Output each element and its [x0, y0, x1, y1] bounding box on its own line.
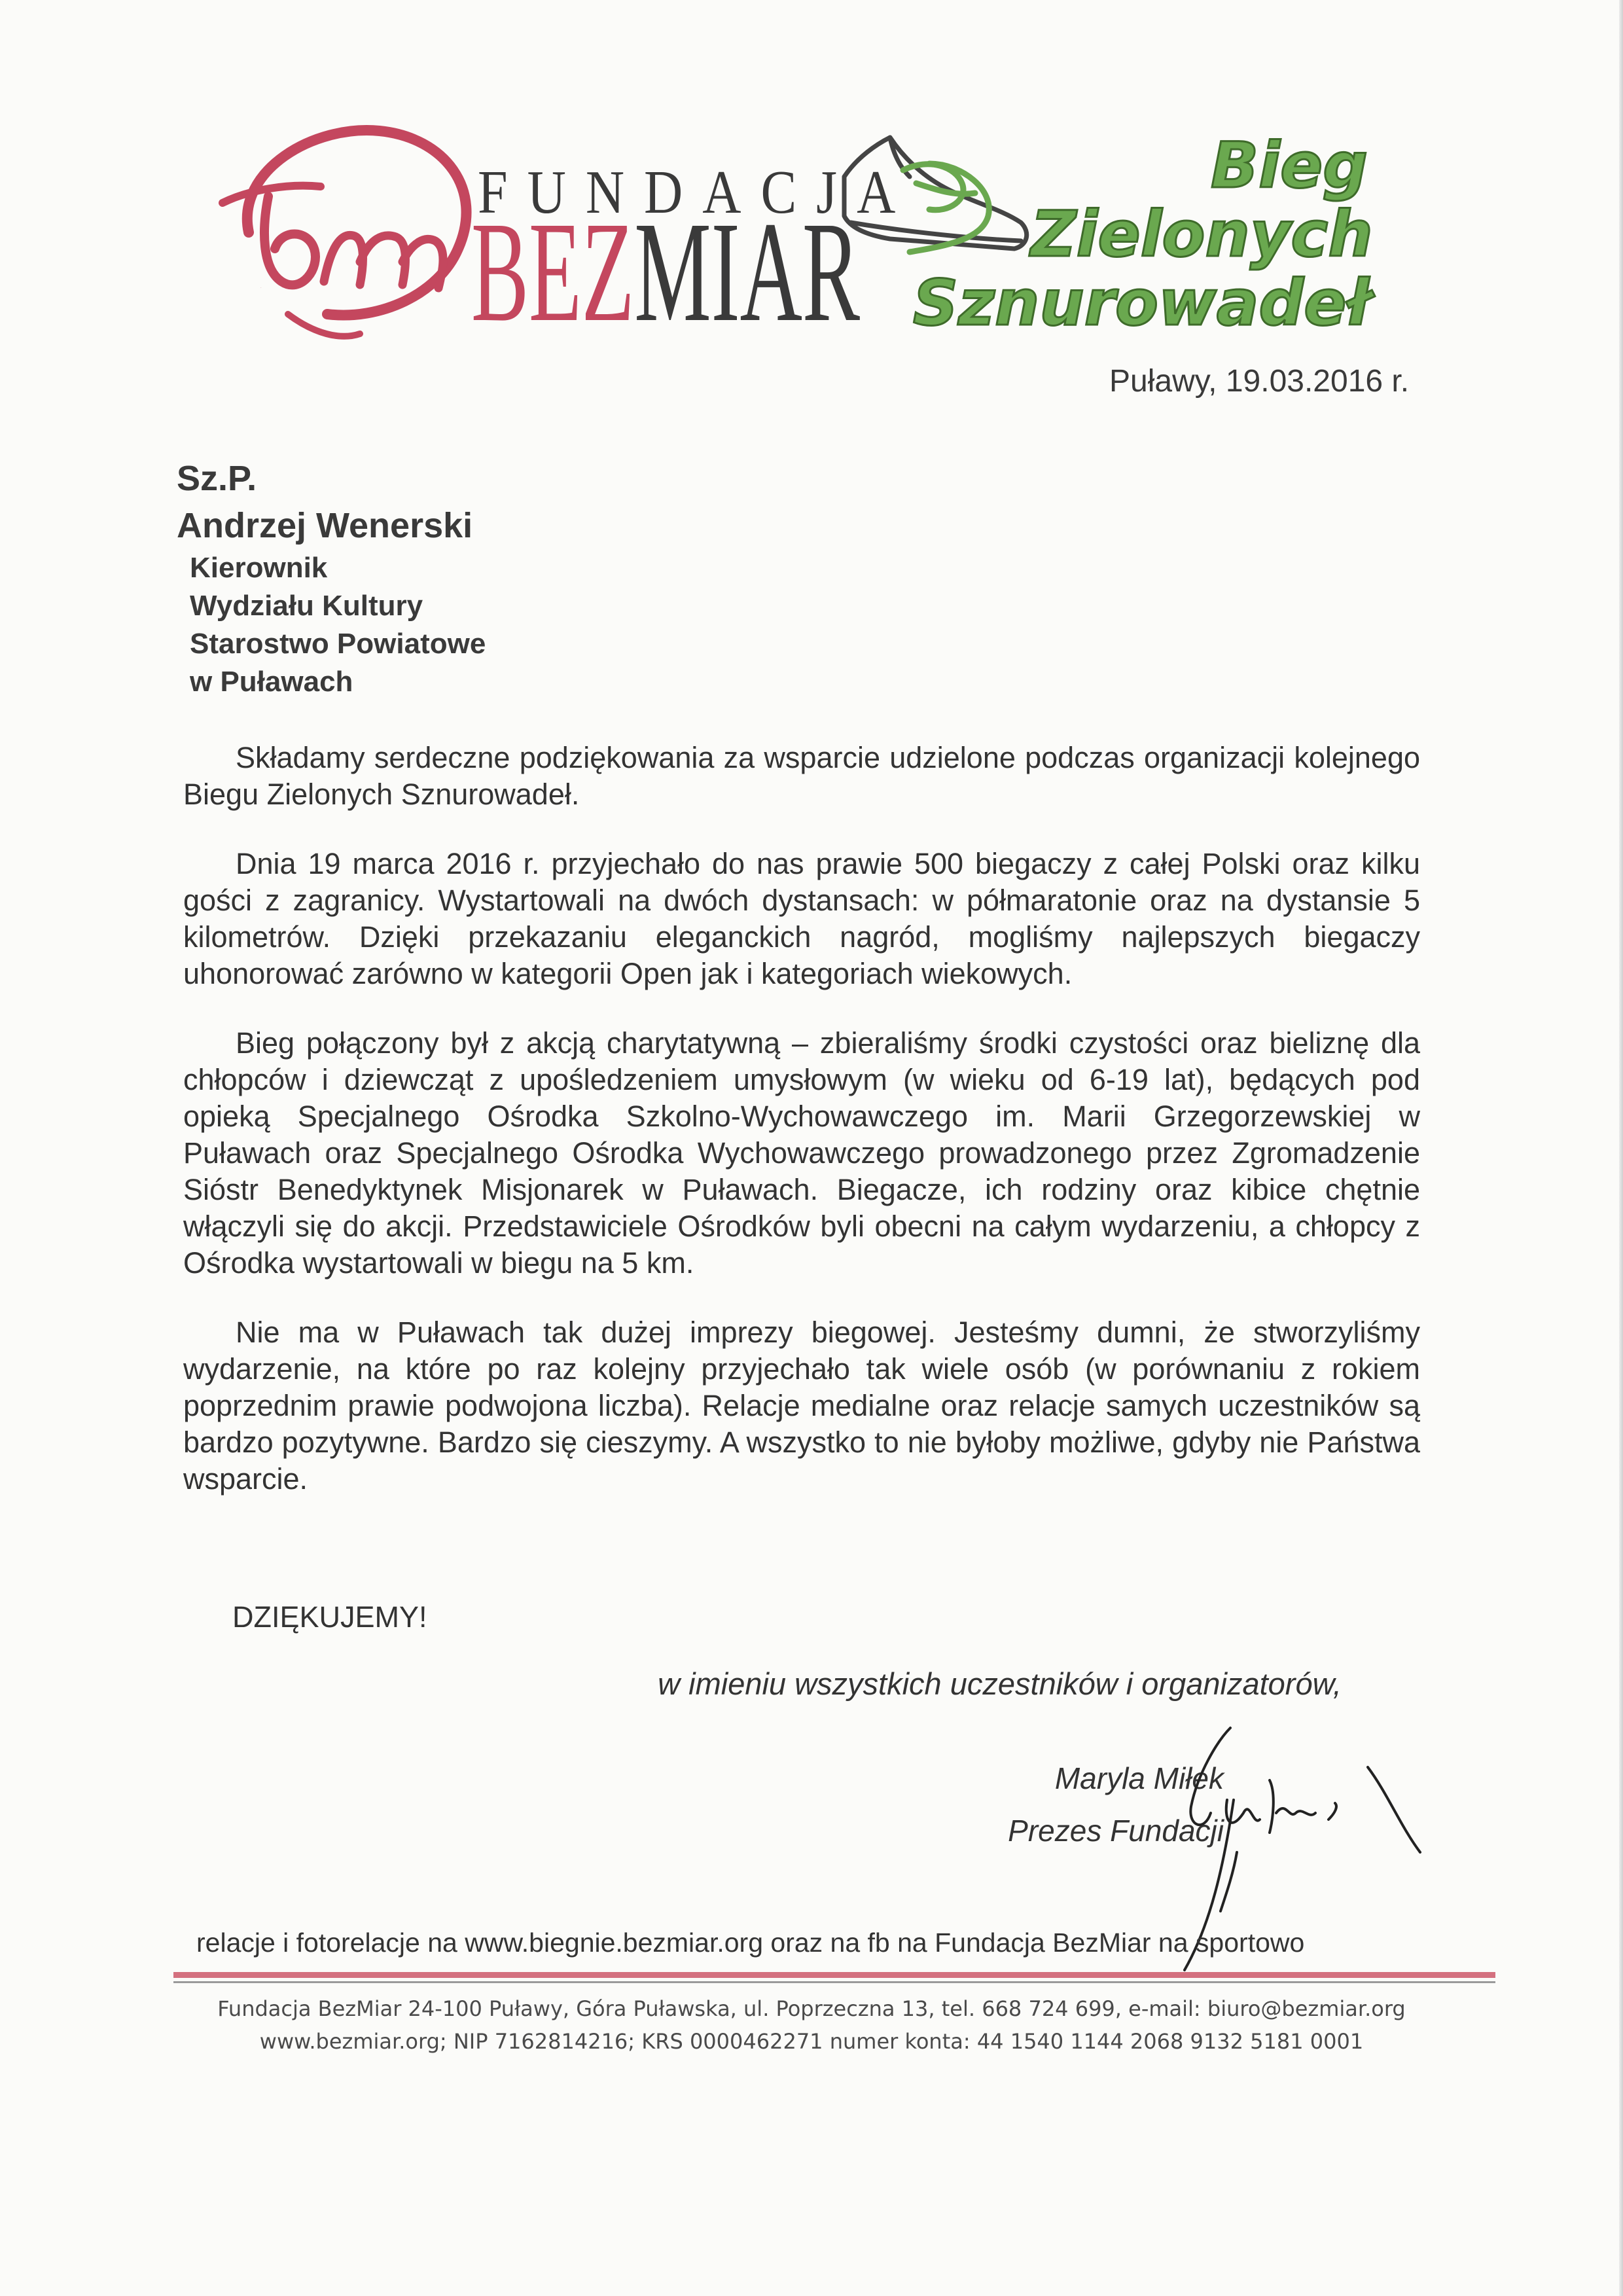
scan-edge	[1619, 0, 1623, 2296]
signer-role: Prezes Fundacji	[1008, 1814, 1224, 1848]
body-paragraph-1: Składamy serdeczne podziękowania za wsparcie udzielone podczas organizacji kolejnego Biegu Zielonych Sznurowadeł.	[183, 741, 1420, 811]
recipient-office: Starostwo Powiatowe	[190, 628, 486, 660]
relacje-line: relacje i fotorelacje na www.biegnie.bezmiar.org oraz na fb na Fundacja BezMiar na sportowo	[196, 1928, 1305, 1958]
bieg-logo-line-2: Zielonych	[1031, 198, 1373, 271]
bm-monogram: bm	[260, 288, 262, 289]
footer-line-2: www.bezmiar.org; NIP 7162814216; KRS 0000462271 numer konta: 44 1540 1144 2068 9132 5181 0001	[259, 2029, 1364, 2054]
place-date: Puławy, 19.03.2016 r.	[1109, 364, 1410, 399]
fundacja-bezmiar-logo	[209, 118, 916, 353]
signer-name: Maryla Miłek	[1054, 1761, 1224, 1795]
recipient-city: w Puławach	[190, 666, 353, 698]
recipient-department: Wydziału Kultury	[190, 590, 423, 622]
fundacja-name-miar: MIAR	[634, 192, 861, 351]
recipient-name: Andrzej Wenerski	[177, 506, 473, 545]
bieg-zielonych-sznurowadel-logo	[831, 118, 1381, 353]
body-paragraph-4: Nie ma w Puławach tak dużej imprezy biegowej. Jesteśmy dumni, że stworzyliśmy wydarzenie, na które po raz kolejny przyjechało tak wiele osób (w porównaniu z rokiem poprzednim prawie podwojona liczba). Relacje medialne oraz relacje samych uczestników są bardzo pozytywne. Bardzo się cieszymy. A wszystko to nie byłoby możliwe, gdyby nie Państwa wsparcie.	[183, 1316, 1420, 1496]
recipient-address	[177, 455, 486, 701]
footer-rule-grey	[173, 1981, 1495, 1983]
body-paragraph-2: Dnia 19 marca 2016 r. przyjechało do nas prawie 500 biegaczy z całej Polski oraz kilku gości z zagranicy. Wystartowali na dwóch dystansach: w półmaratonie oraz na dystansie 5 kilometrów. Dzięki przekazaniu eleganckich nagród, mogliśmy najlepszych biegaczy uhonorować zarówno w kategorii Open jak i kategoriach wiekowych.	[183, 847, 1420, 990]
bieg-logo-line-1: Bieg	[1211, 129, 1368, 202]
bieg-logo-line-3: Sznurowadeł	[913, 266, 1370, 340]
recipient-position: Kierownik	[190, 552, 328, 584]
footer-rule-red	[173, 1972, 1495, 1978]
footer-line-1: Fundacja BezMiar 24-100 Puławy, Góra Puławska, ul. Poprzeczna 13, tel. 668 724 699, e-mail: biuro@bezmiar.org	[217, 1996, 1406, 2021]
fundacja-name-bez: BEZ	[471, 192, 635, 351]
body-paragraph-3: Bieg połączony był z akcją charytatywną – zbieraliśmy środki czystości oraz bieliznę dla chłopców i dziewcząt z upośledzeniem umysłowym (w wieku od 6-19 lat), będących pod opieką Specjalnego Ośrodka Szkolno-Wychowawczego im. Marii Grzegorzewskiej w Puławach oraz Specjalnego Ośrodka Wychowawczego prowadzonego przez Zgromadzenie Sióstr Benedyktynek Misjonarek w Puławach. Biegacze, ich rodziny oraz kibice chętnie włączyli się do akcji. Przedstawiciele Ośrodków byli obecni na całym wydarzeniu, a chłopcy z Ośrodka wystartowali w biegu na 5 km.	[183, 1026, 1420, 1280]
fundacja-word: FUNDACJA	[478, 158, 916, 226]
fundacja-name	[471, 192, 861, 351]
closing-line: w imieniu wszystkich uczestników i organizatorów,	[658, 1666, 1342, 1701]
recipient-salutation: Sz.P.	[177, 459, 257, 498]
letter-body	[183, 740, 1420, 1530]
thanks-line: DZIĘKUJEMY!	[232, 1600, 427, 1634]
